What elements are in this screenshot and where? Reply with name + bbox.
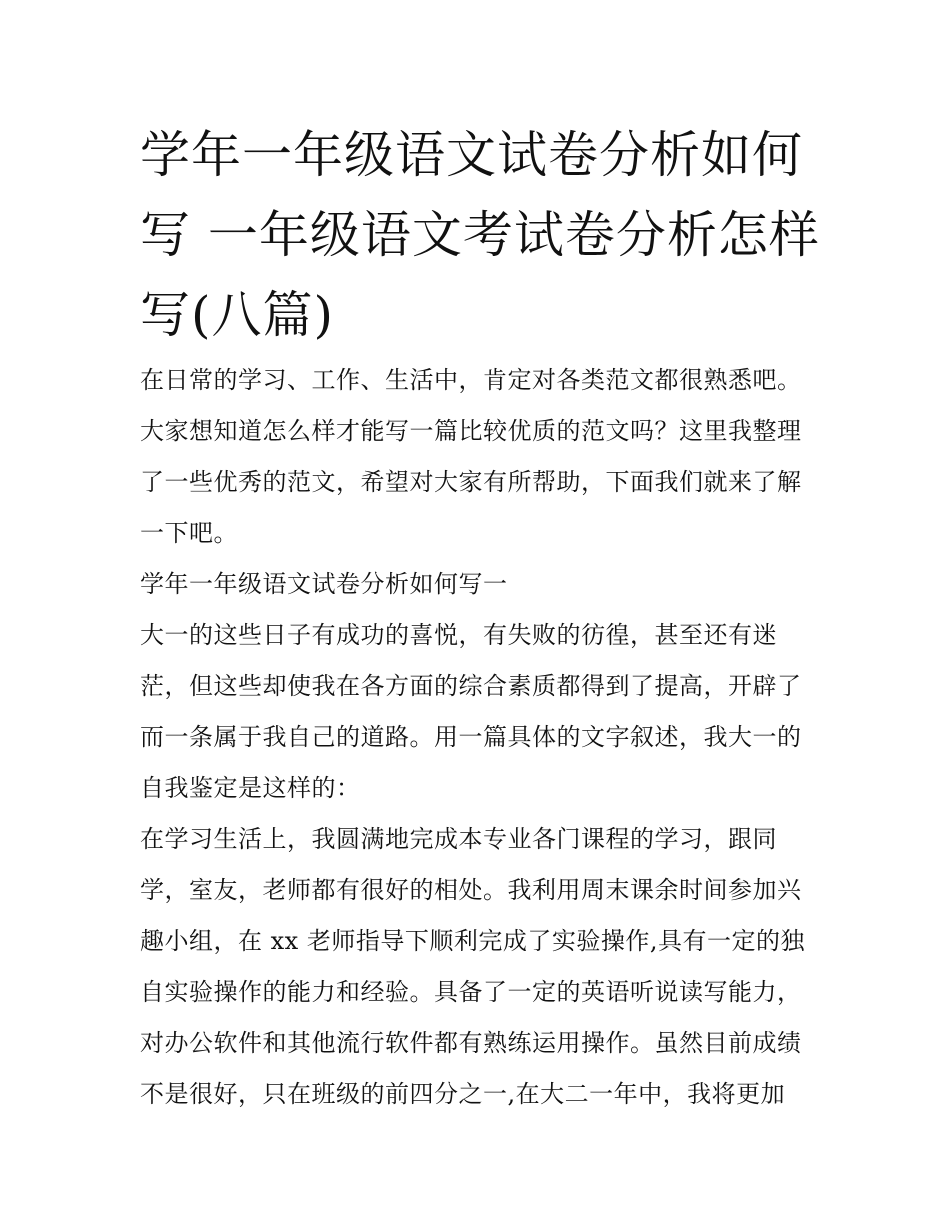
body-line: 而一条属于我自己的道路。用一篇具体的文字叙述，我大一的 xyxy=(140,723,802,751)
body-line: 茫，但这些却使我在各方面的综合素质都得到了提高，开辟了 xyxy=(140,672,802,700)
title-line: 学年一年级语文试卷分析如何 xyxy=(140,126,803,184)
body-line: 自实验操作的能力和经验。具备了一定的英语听说读写能力， xyxy=(140,978,802,1006)
body-line: 大家想知道怎么样才能写一篇比较优质的范文吗？这里我整理 xyxy=(140,417,802,445)
body-line: 一下吧。 xyxy=(140,519,238,547)
document-body xyxy=(140,355,820,1120)
title-line: 写(八篇) xyxy=(140,286,335,344)
body-line: 对办公软件和其他流行软件都有熟练运用操作。虽然目前成绩 xyxy=(140,1029,802,1057)
body-line: 了一些优秀的范文，希望对大家有所帮助，下面我们就来了解 xyxy=(140,468,802,496)
body-line: 学，室友，老师都有很好的相处。我利用周末课余时间参加兴 xyxy=(140,876,802,904)
body-line: 大一的这些日子有成功的喜悦，有失败的彷徨，甚至还有迷 xyxy=(140,621,777,649)
body-line: 自我鉴定是这样的： xyxy=(140,774,361,802)
body-line: 不是很好，只在班级的前四分之一,在大二一年中，我将更加 xyxy=(140,1080,786,1108)
body-line: 在日常的学习、工作、生活中，肯定对各类范文都很熟悉吧。 xyxy=(140,366,802,394)
document-title xyxy=(140,115,820,355)
body-line: 在学习生活上，我圆满地完成本专业各门课程的学习，跟同 xyxy=(140,825,777,853)
title-line: 写 一年级语文考试卷分析怎样 xyxy=(140,206,820,264)
body-line: 趣小组，在 xx 老师指导下顺利完成了实验操作,具有一定的独 xyxy=(140,927,805,955)
section-heading: 学年一年级语文试卷分析如何写一 xyxy=(140,570,508,598)
